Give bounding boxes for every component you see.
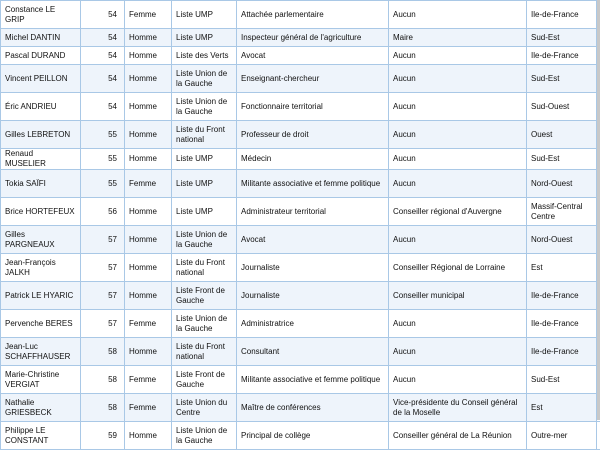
- name-cell: Brice HORTEFEUX: [1, 198, 81, 226]
- gender-cell: Homme: [125, 254, 172, 282]
- name-cell: Pascal DURAND: [1, 47, 81, 65]
- list-cell: Liste UMP: [172, 198, 237, 226]
- age-cell: 54: [81, 1, 125, 29]
- age-cell: 54: [81, 93, 125, 121]
- mandate-cell: Conseiller Régional de Lorraine: [389, 254, 527, 282]
- table-row: [1, 394, 600, 422]
- profession-cell: Attachée parlementaire: [237, 1, 389, 29]
- list-cell: Liste Union de la Gauche: [172, 93, 237, 121]
- profession-cell: Consultant: [237, 338, 389, 366]
- list-cell: Liste UMP: [172, 149, 237, 170]
- list-cell: Liste UMP: [172, 170, 237, 198]
- name-cell: Gilles LEBRETON: [1, 121, 81, 149]
- table-row: [1, 254, 600, 282]
- mandate-cell: Conseiller municipal: [389, 282, 527, 310]
- region-cell: Est: [527, 394, 597, 422]
- gender-cell: Homme: [125, 198, 172, 226]
- gender-cell: Homme: [125, 338, 172, 366]
- table-row: [1, 65, 600, 93]
- profession-cell: Médecin: [237, 149, 389, 170]
- list-cell: Liste Front de Gauche: [172, 366, 237, 394]
- name-cell: Marie-Christine VERGIAT: [1, 366, 81, 394]
- region-cell: Massif-Central Centre: [527, 198, 597, 226]
- gender-cell: Homme: [125, 121, 172, 149]
- gender-cell: Femme: [125, 1, 172, 29]
- name-cell: Tokia SAÏFI: [1, 170, 81, 198]
- age-cell: 58: [81, 394, 125, 422]
- age-cell: 54: [81, 29, 125, 47]
- table-row: [1, 47, 600, 65]
- gender-cell: Homme: [125, 422, 172, 450]
- profession-cell: Principal de collège: [237, 422, 389, 450]
- profession-cell: Administrateur territorial: [237, 198, 389, 226]
- list-cell: Liste du Front national: [172, 338, 237, 366]
- list-cell: Liste UMP: [172, 29, 237, 47]
- age-cell: 57: [81, 226, 125, 254]
- name-cell: Éric ANDRIEU: [1, 93, 81, 121]
- region-cell: Est: [527, 254, 597, 282]
- gender-cell: Homme: [125, 93, 172, 121]
- list-cell: Liste des Verts: [172, 47, 237, 65]
- table-row: [1, 1, 600, 29]
- mandate-cell: Aucun: [389, 65, 527, 93]
- mandate-cell: Aucun: [389, 149, 527, 170]
- table-row: [1, 149, 600, 170]
- age-cell: 55: [81, 121, 125, 149]
- region-cell: Ile-de-France: [527, 282, 597, 310]
- region-cell: Sud-Est: [527, 29, 597, 47]
- table-row: [1, 226, 600, 254]
- table-body: [1, 1, 600, 450]
- name-cell: Renaud MUSELIER: [1, 149, 81, 170]
- age-cell: 57: [81, 310, 125, 338]
- age-cell: 59: [81, 422, 125, 450]
- age-cell: 55: [81, 170, 125, 198]
- mandate-cell: Aucun: [389, 338, 527, 366]
- region-cell: Nord-Ouest: [527, 170, 597, 198]
- profession-cell: Administratrice: [237, 310, 389, 338]
- name-cell: Constance LE GRIP: [1, 1, 81, 29]
- gender-cell: Homme: [125, 226, 172, 254]
- profession-cell: Journaliste: [237, 254, 389, 282]
- name-cell: Patrick LE HYARIC: [1, 282, 81, 310]
- profession-cell: Militante associative et femme politique: [237, 366, 389, 394]
- region-cell: Sud-Est: [527, 65, 597, 93]
- gender-cell: Femme: [125, 366, 172, 394]
- name-cell: Gilles PARGNEAUX: [1, 226, 81, 254]
- gender-cell: Homme: [125, 47, 172, 65]
- age-cell: 54: [81, 47, 125, 65]
- profession-cell: Militante associative et femme politique: [237, 170, 389, 198]
- name-cell: Philippe LE CONSTANT: [1, 422, 81, 450]
- region-cell: Sud-Est: [527, 366, 597, 394]
- profession-cell: Professeur de droit: [237, 121, 389, 149]
- mandate-cell: Aucun: [389, 310, 527, 338]
- list-cell: Liste du Front national: [172, 254, 237, 282]
- list-cell: Liste Union de la Gauche: [172, 65, 237, 93]
- profession-cell: Journaliste: [237, 282, 389, 310]
- profession-cell: Fonctionnaire territorial: [237, 93, 389, 121]
- gender-cell: Femme: [125, 394, 172, 422]
- region-cell: Sud-Est: [527, 149, 597, 170]
- age-cell: 54: [81, 65, 125, 93]
- mandate-cell: Aucun: [389, 170, 527, 198]
- mandate-cell: Vice-présidente du Conseil général de la Moselle: [389, 394, 527, 422]
- profession-cell: Inspecteur général de l'agriculture: [237, 29, 389, 47]
- mandate-cell: Maire: [389, 29, 527, 47]
- table-row: [1, 93, 600, 121]
- name-cell: Michel DANTIN: [1, 29, 81, 47]
- name-cell: Pervenche BERES: [1, 310, 81, 338]
- name-cell: Jean-François JALKH: [1, 254, 81, 282]
- gender-cell: Femme: [125, 310, 172, 338]
- profession-cell: Avocat: [237, 47, 389, 65]
- gender-cell: Homme: [125, 29, 172, 47]
- gender-cell: Homme: [125, 149, 172, 170]
- region-cell: Ile-de-France: [527, 1, 597, 29]
- table-row: [1, 338, 600, 366]
- age-cell: 58: [81, 338, 125, 366]
- name-cell: Nathalie GRIESBECK: [1, 394, 81, 422]
- region-cell: Nord-Ouest: [527, 226, 597, 254]
- table-row: [1, 366, 600, 394]
- list-cell: Liste Union du Centre: [172, 394, 237, 422]
- age-cell: 58: [81, 366, 125, 394]
- mandate-cell: Conseiller régional d'Auvergne: [389, 198, 527, 226]
- table-row: [1, 422, 600, 450]
- list-cell: Liste du Front national: [172, 121, 237, 149]
- profession-cell: Enseignant-chercheur: [237, 65, 389, 93]
- region-cell: Ouest: [527, 121, 597, 149]
- age-cell: 55: [81, 149, 125, 170]
- mandate-cell: Aucun: [389, 121, 527, 149]
- region-cell: Ile-de-France: [527, 338, 597, 366]
- region-cell: Sud-Ouest: [527, 93, 597, 121]
- list-cell: Liste Union de la Gauche: [172, 226, 237, 254]
- region-cell: Ile-de-France: [527, 310, 597, 338]
- gender-cell: Homme: [125, 282, 172, 310]
- age-cell: 57: [81, 282, 125, 310]
- age-cell: 56: [81, 198, 125, 226]
- list-cell: Liste Union de la Gauche: [172, 422, 237, 450]
- mandate-cell: Aucun: [389, 1, 527, 29]
- table-row: [1, 282, 600, 310]
- profession-cell: Avocat: [237, 226, 389, 254]
- mandate-cell: Aucun: [389, 93, 527, 121]
- list-cell: Liste UMP: [172, 1, 237, 29]
- profession-cell: Maître de conférences: [237, 394, 389, 422]
- table-row: [1, 121, 600, 149]
- gender-cell: Homme: [125, 65, 172, 93]
- table-row: [1, 198, 600, 226]
- mandate-cell: Aucun: [389, 226, 527, 254]
- table-row: [1, 170, 600, 198]
- gender-cell: Femme: [125, 170, 172, 198]
- list-cell: Liste Front de Gauche: [172, 282, 237, 310]
- table-row: [1, 310, 600, 338]
- name-cell: Vincent PEILLON: [1, 65, 81, 93]
- table-row: [1, 29, 600, 47]
- mandate-cell: Aucun: [389, 366, 527, 394]
- mandate-cell: Conseiller général de La Réunion: [389, 422, 527, 450]
- mandate-cell: Aucun: [389, 47, 527, 65]
- region-cell: Ile-de-France: [527, 47, 597, 65]
- age-cell: 57: [81, 254, 125, 282]
- region-cell: Outre-mer: [527, 422, 597, 450]
- list-cell: Liste Union de la Gauche: [172, 310, 237, 338]
- scroll-gutter: [597, 422, 600, 450]
- name-cell: Jean-Luc SCHAFFHAUSER: [1, 338, 81, 366]
